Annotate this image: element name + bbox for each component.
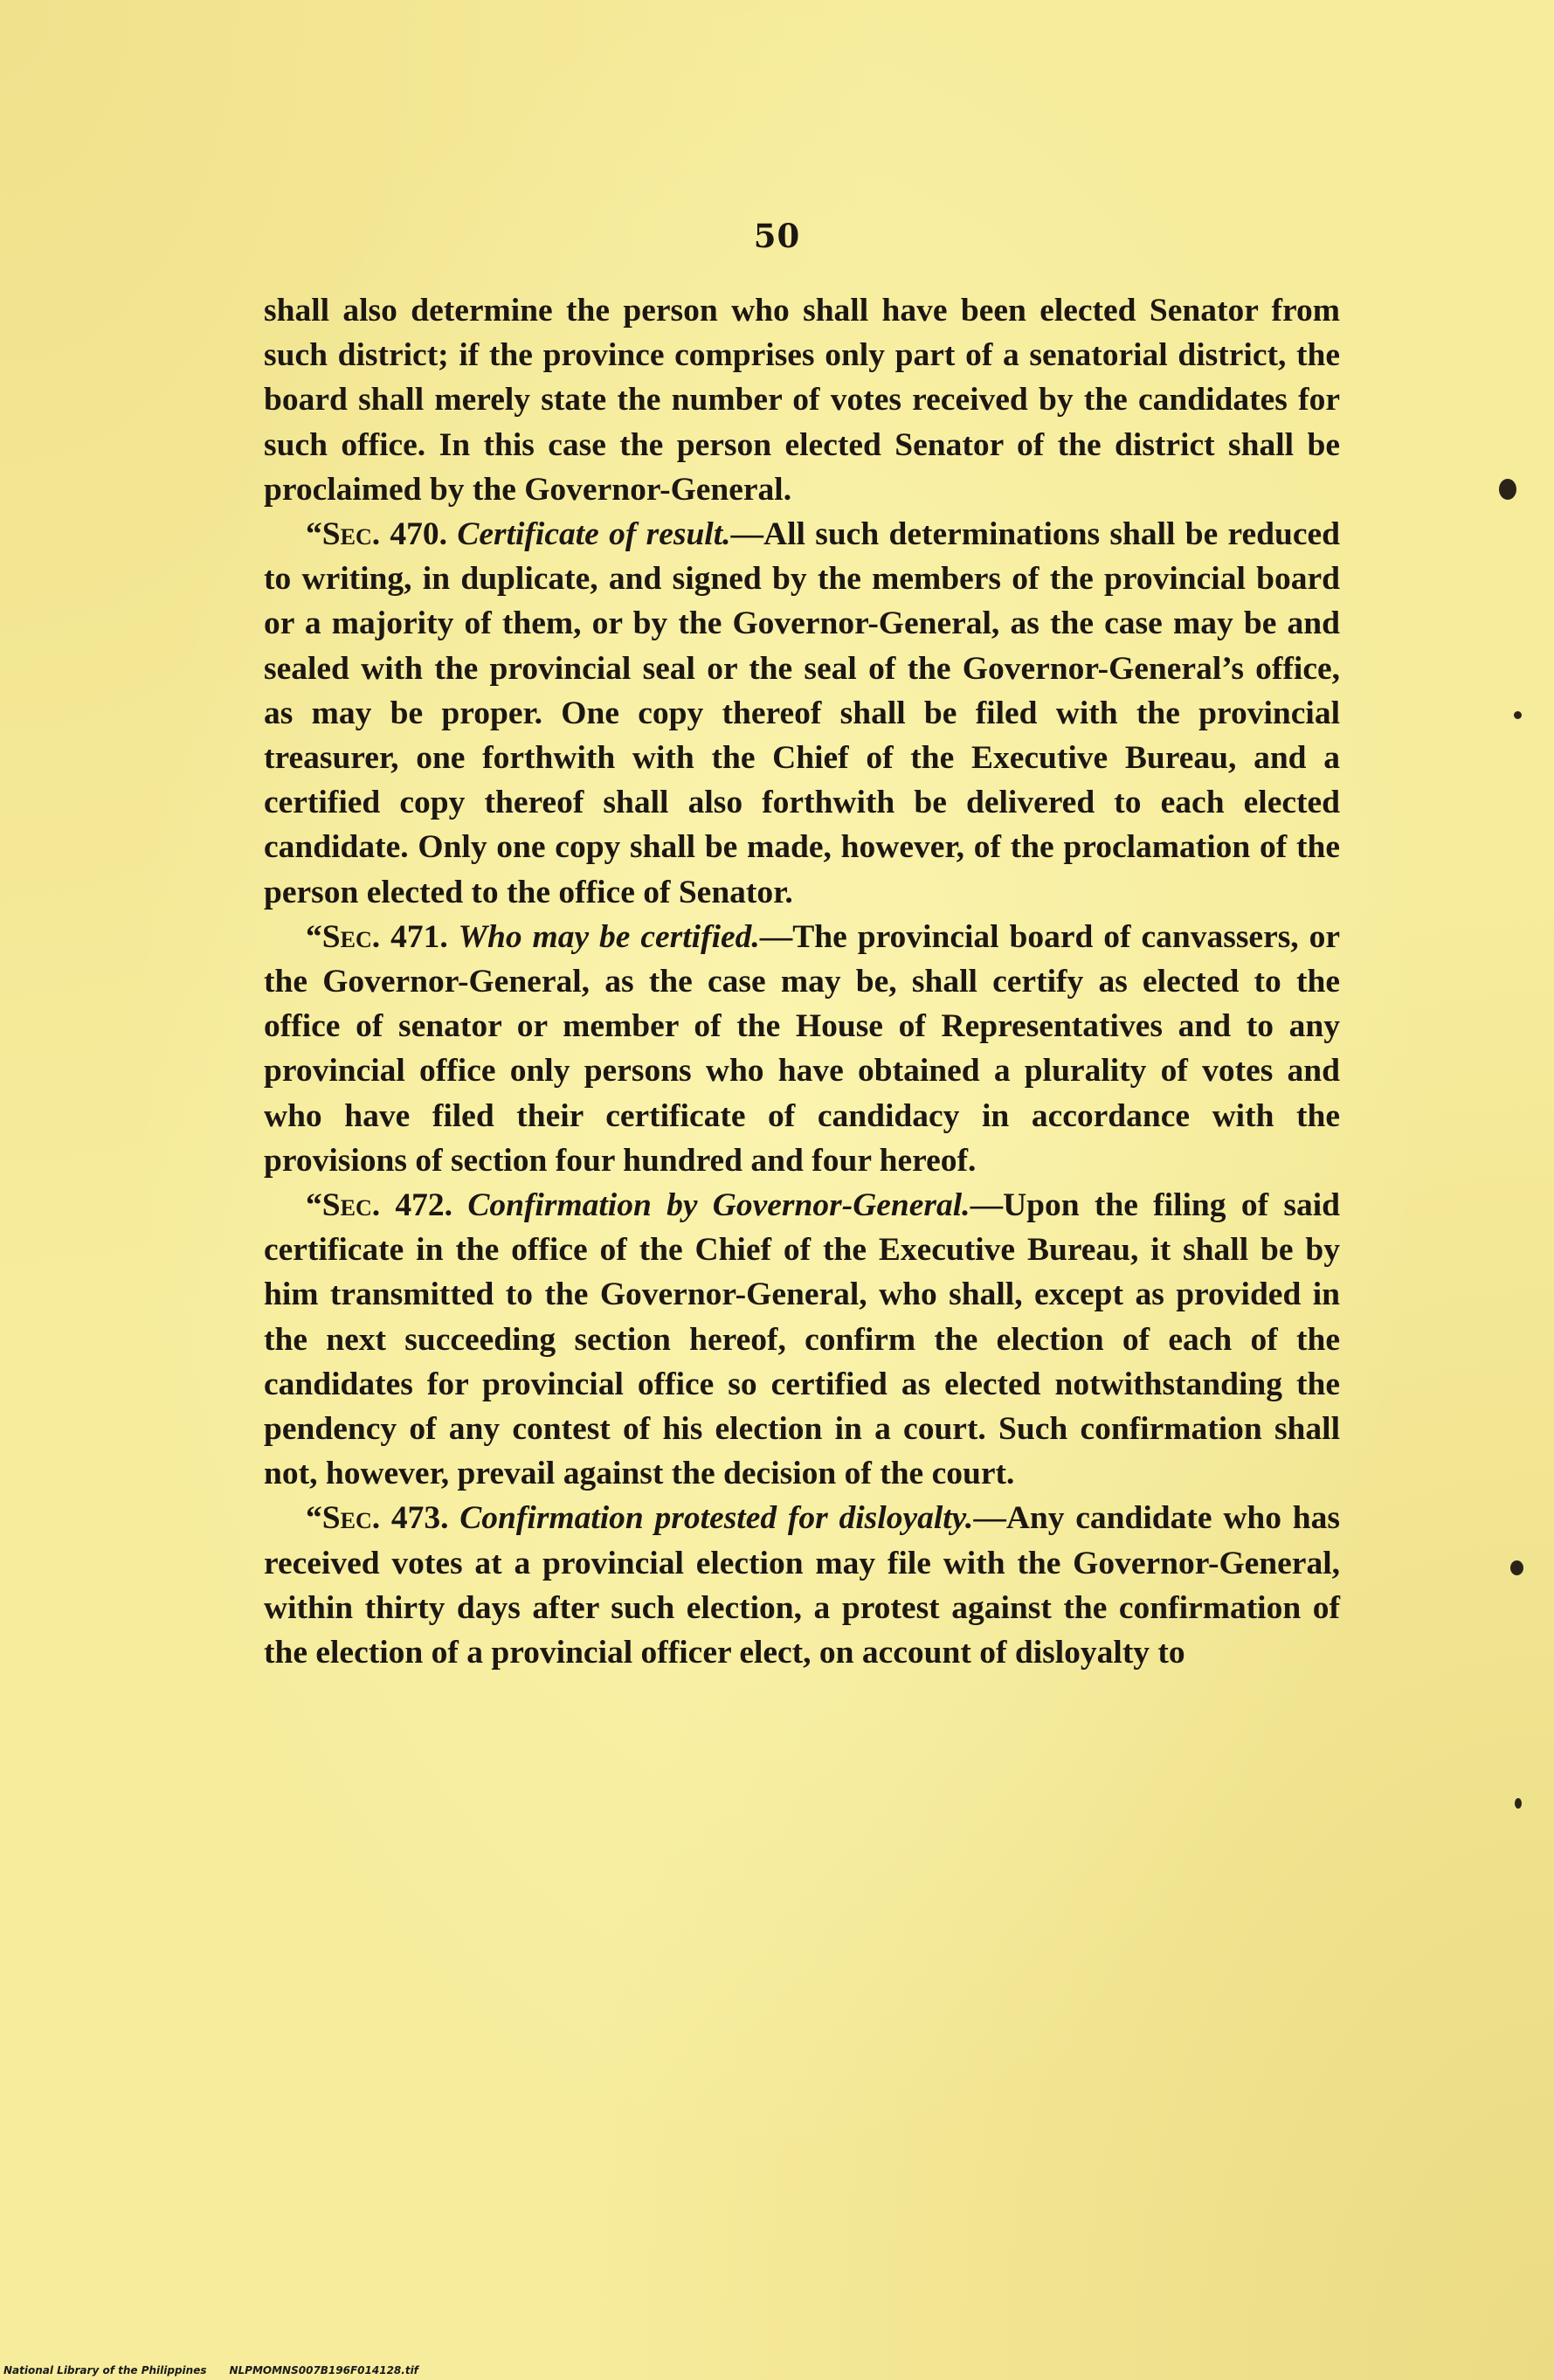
section-title: Who may be certified.	[458, 918, 760, 955]
section-text: Upon the filing of said certificate in the office of the Chief of the Executive Bureau, it shall be by him transmitted to the Governor-General, who shall, except as provided in the next succeeding section hereof, confirm the election of each of the candidates for provincial office so certified as elected notwithstanding the pendency of any contest of his election in a court. Such confirmation shall not, however, prevail against the decision of the court.	[264, 1187, 1340, 1492]
em-dash: —	[759, 918, 793, 955]
section-471	[264, 915, 1340, 1183]
section-472	[264, 1183, 1340, 1496]
section-label: Sec.	[321, 918, 381, 955]
section-number: 471.	[390, 918, 448, 955]
section-label: Sec.	[321, 1187, 381, 1224]
section-title: Certificate of result.	[457, 516, 731, 553]
section-number: 472.	[395, 1187, 453, 1224]
paragraph-continuation	[264, 288, 1340, 512]
body-text	[264, 288, 1340, 1675]
section-473	[264, 1496, 1340, 1675]
binding-hole-mark	[1510, 1560, 1523, 1575]
open-quote: “	[306, 516, 322, 553]
section-text: Any candidate who has received votes at a provincial election may file with the Governor-General, within thirty days after such election, a protest against the confirmation of the election of a provincial officer elect, on account of disloyalty to	[264, 1500, 1340, 1671]
page-number: 50	[753, 217, 801, 255]
binding-hole-mark	[1514, 711, 1522, 719]
library-credit: National Library of the Philippines	[3, 2364, 207, 2377]
binding-hole-mark	[1515, 1798, 1522, 1809]
section-title: Confirmation by Governor-General.	[467, 1187, 970, 1224]
em-dash: —	[730, 516, 764, 553]
paragraph-text: shall also determine the person who shall have been elected Senator from such district; if the province comprises only part of a senatorial district, the board shall merely state the number of votes received by the candidates for such office. In this case the person elected Senator of the district shall be proclaimed by the Governor-General.	[264, 293, 1340, 508]
section-label: Sec.	[321, 516, 381, 553]
section-text: The provincial board of canvassers, or the Governor-General, as the case may be, shall certify as elected to the office of senator or member of the House of Representatives and to any provincial office only persons who have obtained a plurality of votes and who have filed their certificate of candidacy in accordance with the provisions of section four hundred and four hereof.	[264, 918, 1341, 1179]
section-470	[264, 512, 1340, 915]
em-dash: —	[973, 1500, 1006, 1537]
section-title: Confirmation protested for disloyalty.	[459, 1500, 974, 1537]
open-quote: “	[306, 1187, 322, 1224]
em-dash: —	[970, 1187, 1004, 1224]
file-identifier: NLPMOMNS007B196F014128.tif	[229, 2364, 418, 2377]
binding-hole-mark	[1499, 479, 1516, 500]
section-number: 473.	[390, 1500, 449, 1537]
section-text: All such determinations shall be reduced to writing, in duplicate, and signed by the members of the provincial board or a majority of them, or by the Governor-General, as the case may be and sealed with the provincial seal or the seal of the Governor-General’s office, as may be proper. One copy thereof shall be filed with the provincial treasurer, one forthwith with the Chief of the Executive Bureau, and a certified copy thereof shall also forthwith be delivered to each elected candidate. Only one copy shall be made, however, of the proclamation of the person elected to the office of Senator.	[264, 516, 1341, 910]
section-number: 470.	[390, 516, 448, 553]
open-quote: “	[306, 1500, 322, 1537]
section-label: Sec.	[321, 1500, 381, 1537]
open-quote: “	[306, 918, 322, 955]
scan-footer	[3, 2364, 418, 2377]
